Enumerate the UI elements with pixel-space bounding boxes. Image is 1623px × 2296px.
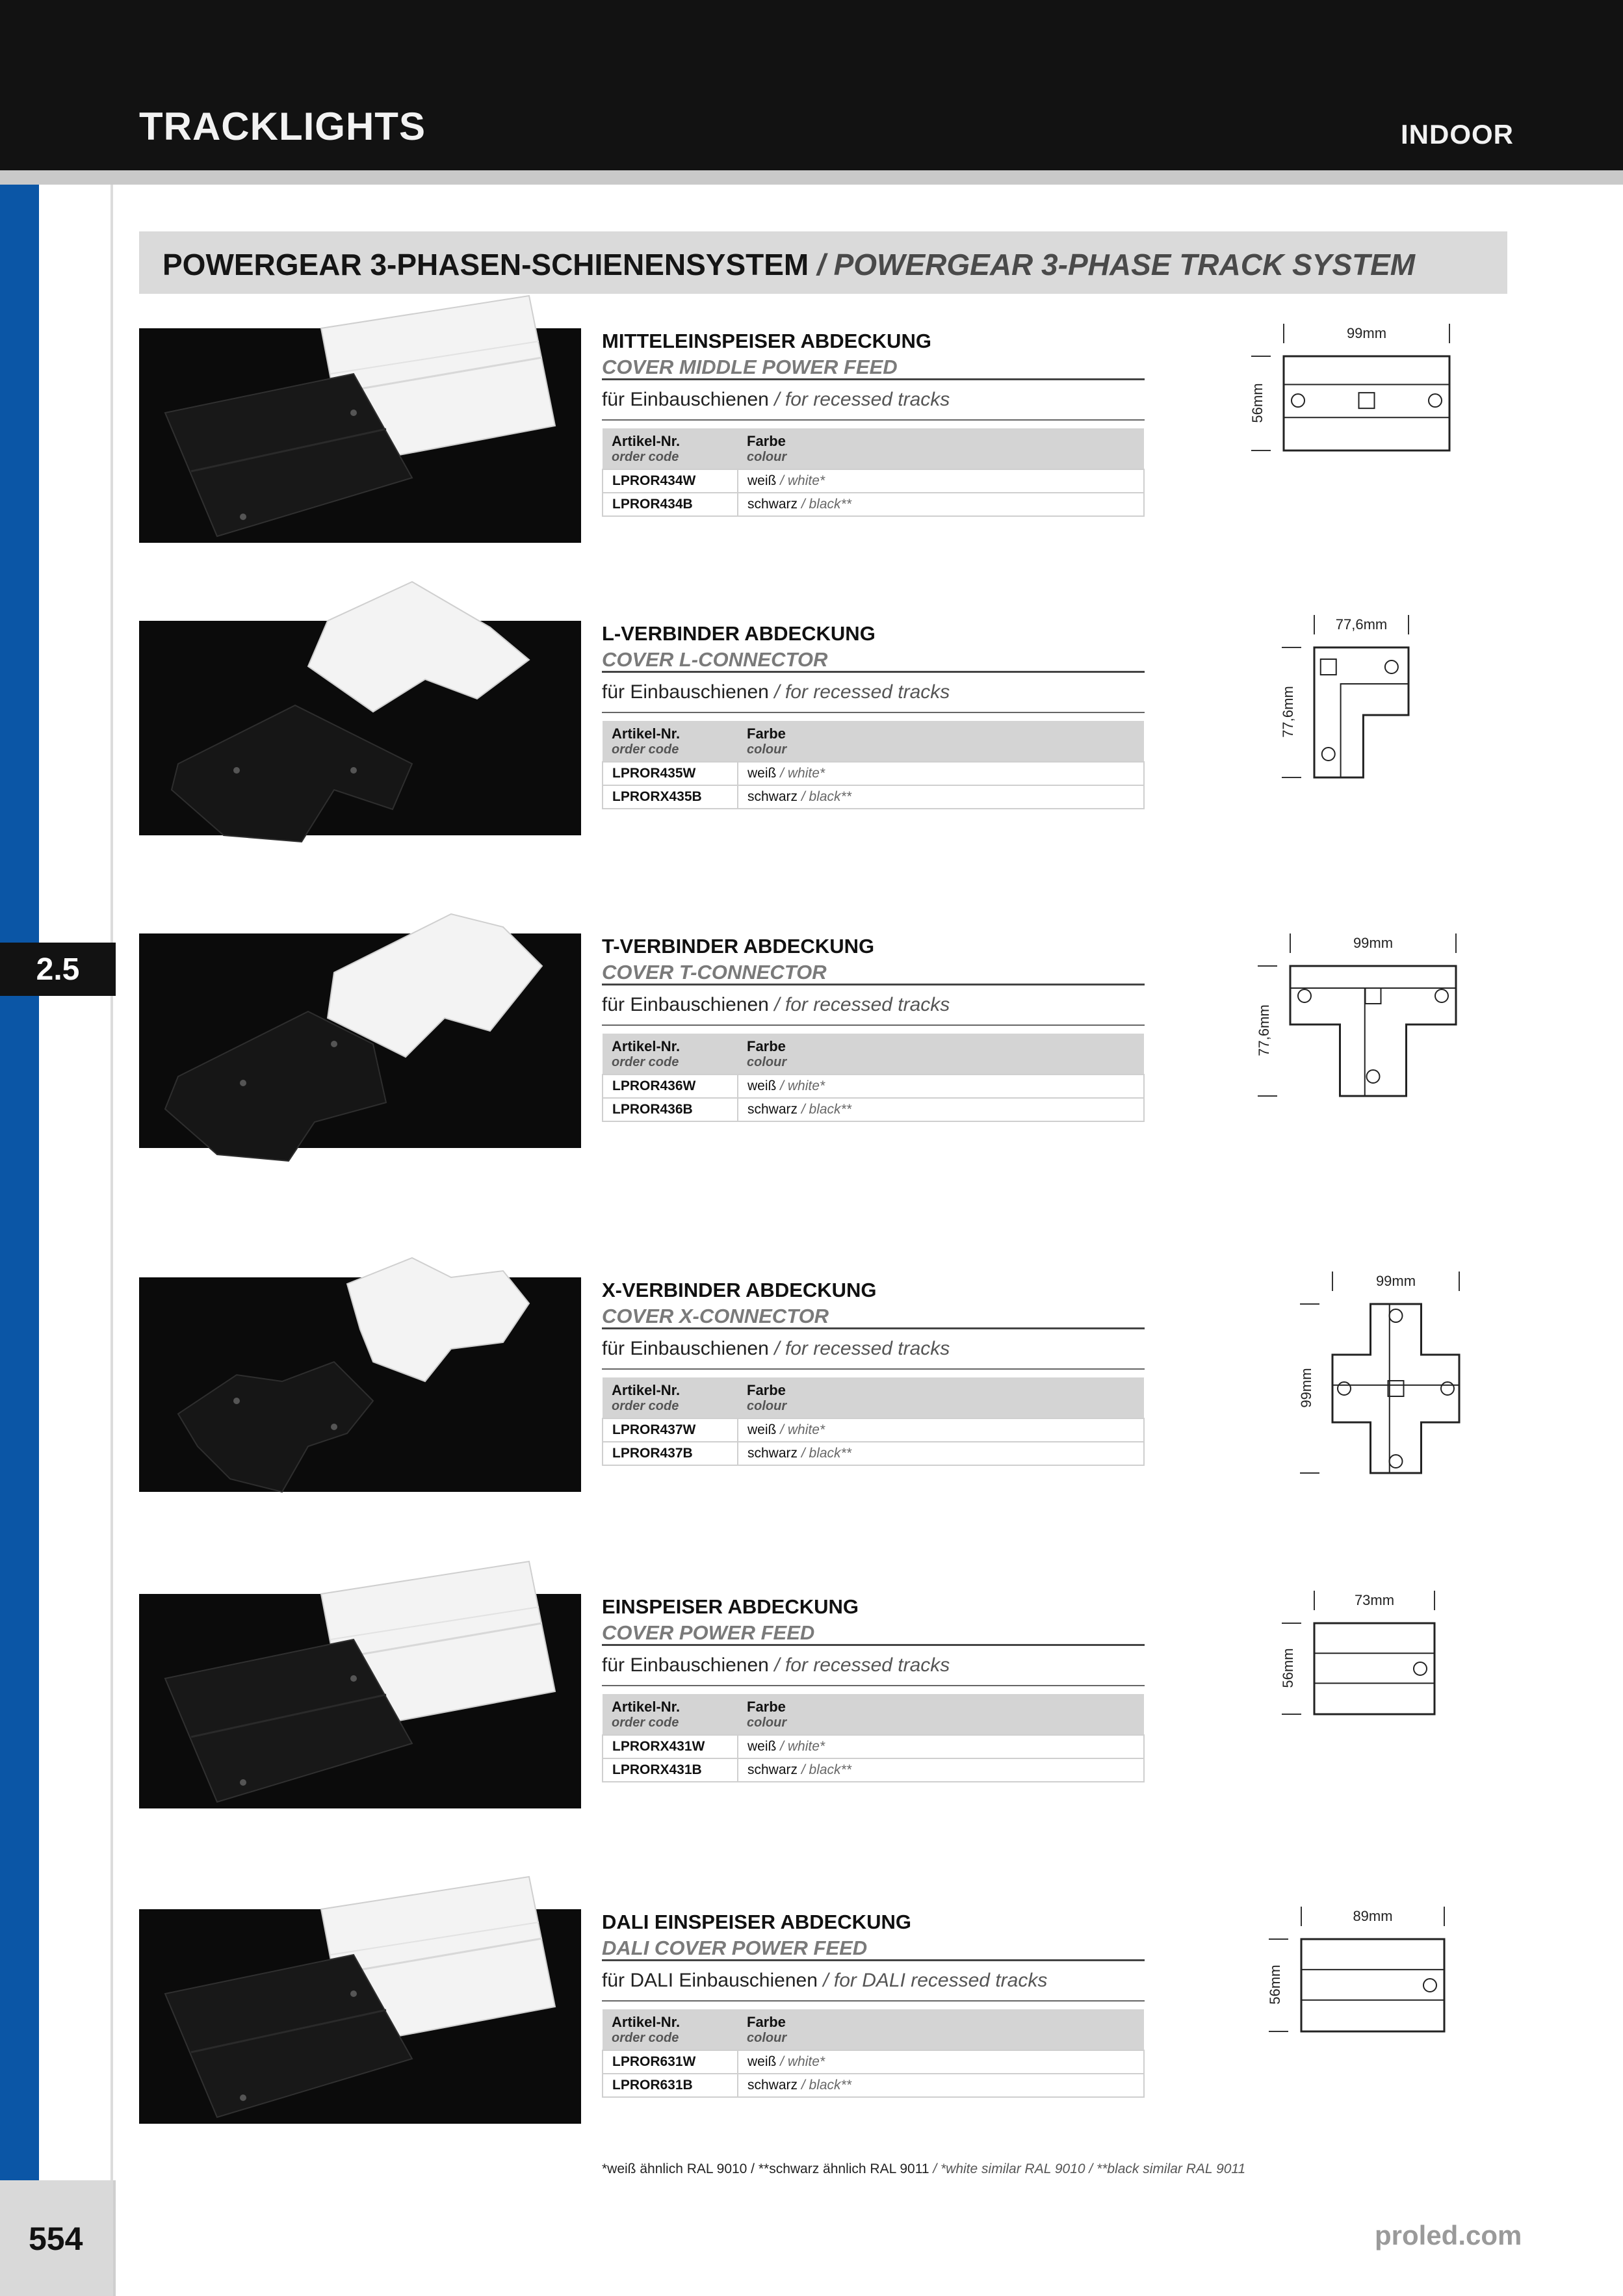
product-info [602, 1909, 1145, 2098]
dimension-outline [1314, 647, 1409, 777]
dimension-outline [1284, 356, 1449, 450]
colour-en: / white* [776, 2054, 825, 2069]
order-code: LPROR435W [603, 762, 738, 785]
header-stripe [0, 170, 1623, 185]
table-row [603, 1418, 1144, 1442]
order-code: LPROR437W [603, 1418, 738, 1442]
product-title: X-VERBINDER ABDECKUNG [602, 1279, 877, 1301]
table-row [603, 1442, 1144, 1465]
header-order-code [603, 1377, 738, 1418]
colour-de: weiß [747, 2054, 777, 2069]
header-colour [738, 1694, 1144, 1735]
width-label: 73mm [1354, 1592, 1395, 1608]
header-code-de: Artikel-Nr. [612, 2014, 681, 2030]
table-row [603, 1075, 1144, 1098]
colour-de: weiß [747, 1078, 777, 1093]
footnote-de: *weiß ähnlich RAL 9010 / **schwarz ähnlich RAL 9011 [602, 2161, 929, 2176]
header-order-code [603, 2009, 738, 2050]
colour-cell [738, 1075, 1144, 1098]
colour-cell [738, 1418, 1144, 1442]
width-label: 99mm [1353, 935, 1394, 951]
table-header-row [603, 2009, 1144, 2050]
product-photo-illustration [139, 1232, 581, 1537]
footnote-en: / *white similar RAL 9010 / **black similar RAL 9011 [929, 2161, 1246, 2176]
order-code: LPROR436W [603, 1075, 738, 1098]
product-info [602, 1277, 1145, 1466]
height-label: 56mm [1280, 1648, 1296, 1688]
product-photo-illustration [139, 575, 581, 881]
header-order-code [603, 721, 738, 762]
dimension-drawing [1249, 325, 1449, 450]
order-code: LPRORX431W [603, 1735, 738, 1758]
colour-de: schwarz [747, 789, 798, 804]
header-order-code [603, 428, 738, 469]
header-colour-en: colour [747, 2031, 787, 2045]
colour-en: / black** [798, 2078, 851, 2093]
description-en: / for DALI recessed tracks [817, 1970, 1048, 1991]
table-row [603, 2050, 1144, 2074]
product-subtitle: COVER T-CONNECTOR [602, 959, 1145, 985]
header-colour-en: colour [747, 742, 787, 757]
colour-cell [738, 1758, 1144, 1782]
dimension-outline [1290, 966, 1456, 1096]
header-colour [738, 428, 1144, 469]
colour-cell [738, 1098, 1144, 1121]
height-label: 77,6mm [1280, 686, 1296, 738]
product-title: T-VERBINDER ABDECKUNG [602, 935, 875, 958]
colour-cell [738, 469, 1144, 493]
order-code: LPROR436B [603, 1098, 738, 1121]
description-en: / for recessed tracks [768, 681, 950, 703]
colour-de: schwarz [747, 1446, 798, 1461]
product-info [602, 1594, 1145, 1782]
order-table [602, 2009, 1145, 2098]
header-colour-en: colour [747, 1715, 787, 1730]
colour-de: weiß [747, 766, 777, 781]
order-code: LPROR434B [603, 493, 738, 516]
product-photo [139, 933, 581, 1148]
dimension-outline [1314, 1623, 1435, 1714]
product-photo [139, 1594, 581, 1808]
height-label: 56mm [1267, 1964, 1283, 2005]
header-colour-de: Farbe [747, 433, 786, 449]
colour-cell [738, 762, 1144, 785]
product-title: MITTELEINSPEISER ABDECKUNG [602, 330, 931, 352]
header-code-de: Artikel-Nr. [612, 433, 681, 449]
product-description [602, 673, 1145, 713]
table-row [603, 1098, 1144, 1121]
header-code-de: Artikel-Nr. [612, 1699, 681, 1715]
description-en: / for recessed tracks [768, 1654, 950, 1676]
colour-cell [738, 2050, 1144, 2074]
width-label: 99mm [1375, 1273, 1416, 1289]
description-de: für Einbauschienen [602, 1654, 769, 1676]
height-label: 77,6mm [1256, 1004, 1272, 1056]
product-photo-illustration [139, 888, 581, 1194]
table-row [603, 469, 1144, 493]
header-code-de: Artikel-Nr. [612, 1038, 681, 1054]
product-title: DALI EINSPEISER ABDECKUNG [602, 1911, 911, 1933]
product-description [602, 1646, 1145, 1686]
header-order-code [603, 1694, 738, 1735]
header-code-en: order code [612, 1055, 679, 1069]
header-colour-de: Farbe [747, 1382, 786, 1398]
colour-en: / black** [798, 789, 851, 804]
header-code-de: Artikel-Nr. [612, 1382, 681, 1398]
table-header-row [603, 721, 1144, 762]
product-subtitle: COVER MIDDLE POWER FEED [602, 354, 1145, 380]
product-subtitle: COVER X-CONNECTOR [602, 1303, 1145, 1329]
description-de: für Einbauschienen [602, 389, 769, 410]
header-colour-de: Farbe [747, 1038, 786, 1054]
colour-en: / black** [798, 1446, 851, 1461]
header-code-en: order code [612, 742, 679, 757]
table-row [603, 493, 1144, 516]
product-photo-illustration [139, 283, 581, 588]
order-code: LPROR631B [603, 2074, 738, 2097]
table-row [603, 785, 1144, 809]
header-colour [738, 1034, 1144, 1075]
colour-cell [738, 1442, 1144, 1465]
header-category: INDOOR [1401, 119, 1514, 150]
product-description [602, 1961, 1145, 2002]
header-colour-en: colour [747, 1399, 787, 1413]
product-info [602, 933, 1145, 1122]
dimension-outline [1301, 1939, 1444, 2031]
header-code-de: Artikel-Nr. [612, 725, 681, 742]
header-colour [738, 1377, 1144, 1418]
description-de: für Einbauschienen [602, 994, 769, 1015]
colour-cell [738, 2074, 1144, 2097]
description-de: für DALI Einbauschienen [602, 1970, 818, 1991]
table-row [603, 1758, 1144, 1782]
colour-de: schwarz [747, 1102, 798, 1117]
page-number: 554 [29, 2221, 83, 2257]
section-title-de: POWERGEAR 3-PHASEN-SCHIENENSYSTEM [162, 248, 809, 281]
colour-cell [738, 785, 1144, 809]
product-photo [139, 328, 581, 543]
header-colour-en: colour [747, 450, 787, 464]
colour-en: / white* [776, 1739, 825, 1754]
header-colour-de: Farbe [747, 1699, 786, 1715]
header-code-en: order code [612, 450, 679, 464]
description-en: / for recessed tracks [768, 1338, 950, 1359]
header-code-en: order code [612, 2031, 679, 2045]
table-row [603, 1735, 1144, 1758]
header-code-en: order code [612, 1715, 679, 1730]
description-en: / for recessed tracks [768, 994, 950, 1015]
colour-de: weiß [747, 1422, 777, 1437]
table-header-row [603, 428, 1144, 469]
colour-de: schwarz [747, 2078, 798, 2093]
height-label: 99mm [1298, 1368, 1314, 1408]
dimension-drawing [1280, 616, 1409, 777]
product-description [602, 1329, 1145, 1370]
product-photo [139, 1277, 581, 1492]
section-title [162, 247, 1415, 282]
description-en: / for recessed tracks [768, 389, 950, 410]
product-subtitle: COVER L-CONNECTOR [602, 647, 1145, 673]
header-order-code [603, 1034, 738, 1075]
footnote [602, 2161, 1245, 2177]
table-header-row [603, 1377, 1144, 1418]
order-table [602, 428, 1145, 517]
order-code: LPRORX435B [603, 785, 738, 809]
order-table [602, 1694, 1145, 1782]
table-row [603, 2074, 1144, 2097]
table-row [603, 762, 1144, 785]
order-code: LPROR631W [603, 2050, 738, 2074]
colour-en: / white* [776, 766, 825, 781]
header-title: TRACKLIGHTS [139, 105, 426, 148]
header-colour [738, 721, 1144, 762]
colour-en: / black** [798, 1762, 851, 1777]
colour-en: / white* [776, 473, 825, 488]
order-code: LPRORX431B [603, 1758, 738, 1782]
dimension-outline [1332, 1304, 1459, 1473]
product-description [602, 985, 1145, 1026]
height-label: 56mm [1249, 382, 1266, 423]
width-label: 77,6mm [1335, 616, 1388, 633]
product-subtitle: COVER POWER FEED [602, 1620, 1145, 1646]
order-table [602, 1034, 1145, 1122]
width-label: 99mm [1346, 325, 1387, 341]
colour-de: weiß [747, 1739, 777, 1754]
order-table [602, 1377, 1145, 1466]
product-description [602, 380, 1145, 421]
dimension-drawing [1298, 1273, 1459, 1473]
product-info [602, 328, 1145, 517]
description-de: für Einbauschienen [602, 681, 769, 703]
product-photo [139, 621, 581, 835]
product-info [602, 621, 1145, 809]
colour-en: / black** [798, 1102, 851, 1117]
colour-de: schwarz [747, 1762, 798, 1777]
header-colour [738, 2009, 1144, 2050]
header-colour-en: colour [747, 1055, 787, 1069]
product-photo [139, 1909, 581, 2124]
product-title: EINSPEISER ABDECKUNG [602, 1595, 859, 1618]
dimension-drawing [1280, 1592, 1435, 1714]
width-label: 89mm [1353, 1908, 1393, 1924]
header-colour-de: Farbe [747, 725, 786, 742]
colour-cell [738, 1735, 1144, 1758]
colour-en: / white* [776, 1422, 825, 1437]
header-code-en: order code [612, 1399, 679, 1413]
section-title-en: POWERGEAR 3-PHASE TRACK SYSTEM [833, 248, 1416, 281]
colour-en: / black** [798, 497, 851, 512]
colour-de: schwarz [747, 497, 798, 512]
order-table [602, 721, 1145, 809]
chapter-tab: 2.5 [0, 943, 116, 996]
header-colour-de: Farbe [747, 2014, 786, 2030]
product-title: L-VERBINDER ABDECKUNG [602, 622, 876, 645]
dimension-drawing [1256, 935, 1456, 1096]
dimension-drawing [1267, 1908, 1444, 2031]
colour-en: / white* [776, 1078, 825, 1093]
colour-de: weiß [747, 473, 777, 488]
product-subtitle: DALI COVER POWER FEED [602, 1935, 1145, 1961]
order-code: LPROR437B [603, 1442, 738, 1465]
description-de: für Einbauschienen [602, 1338, 769, 1359]
product-photo-illustration [139, 1864, 581, 2169]
table-header-row [603, 1694, 1144, 1735]
product-photo-illustration [139, 1548, 581, 1854]
section-title-separator: / [809, 248, 834, 281]
website-label: proled.com [1375, 2220, 1522, 2250]
table-header-row [603, 1034, 1144, 1075]
colour-cell [738, 493, 1144, 516]
order-code: LPROR434W [603, 469, 738, 493]
